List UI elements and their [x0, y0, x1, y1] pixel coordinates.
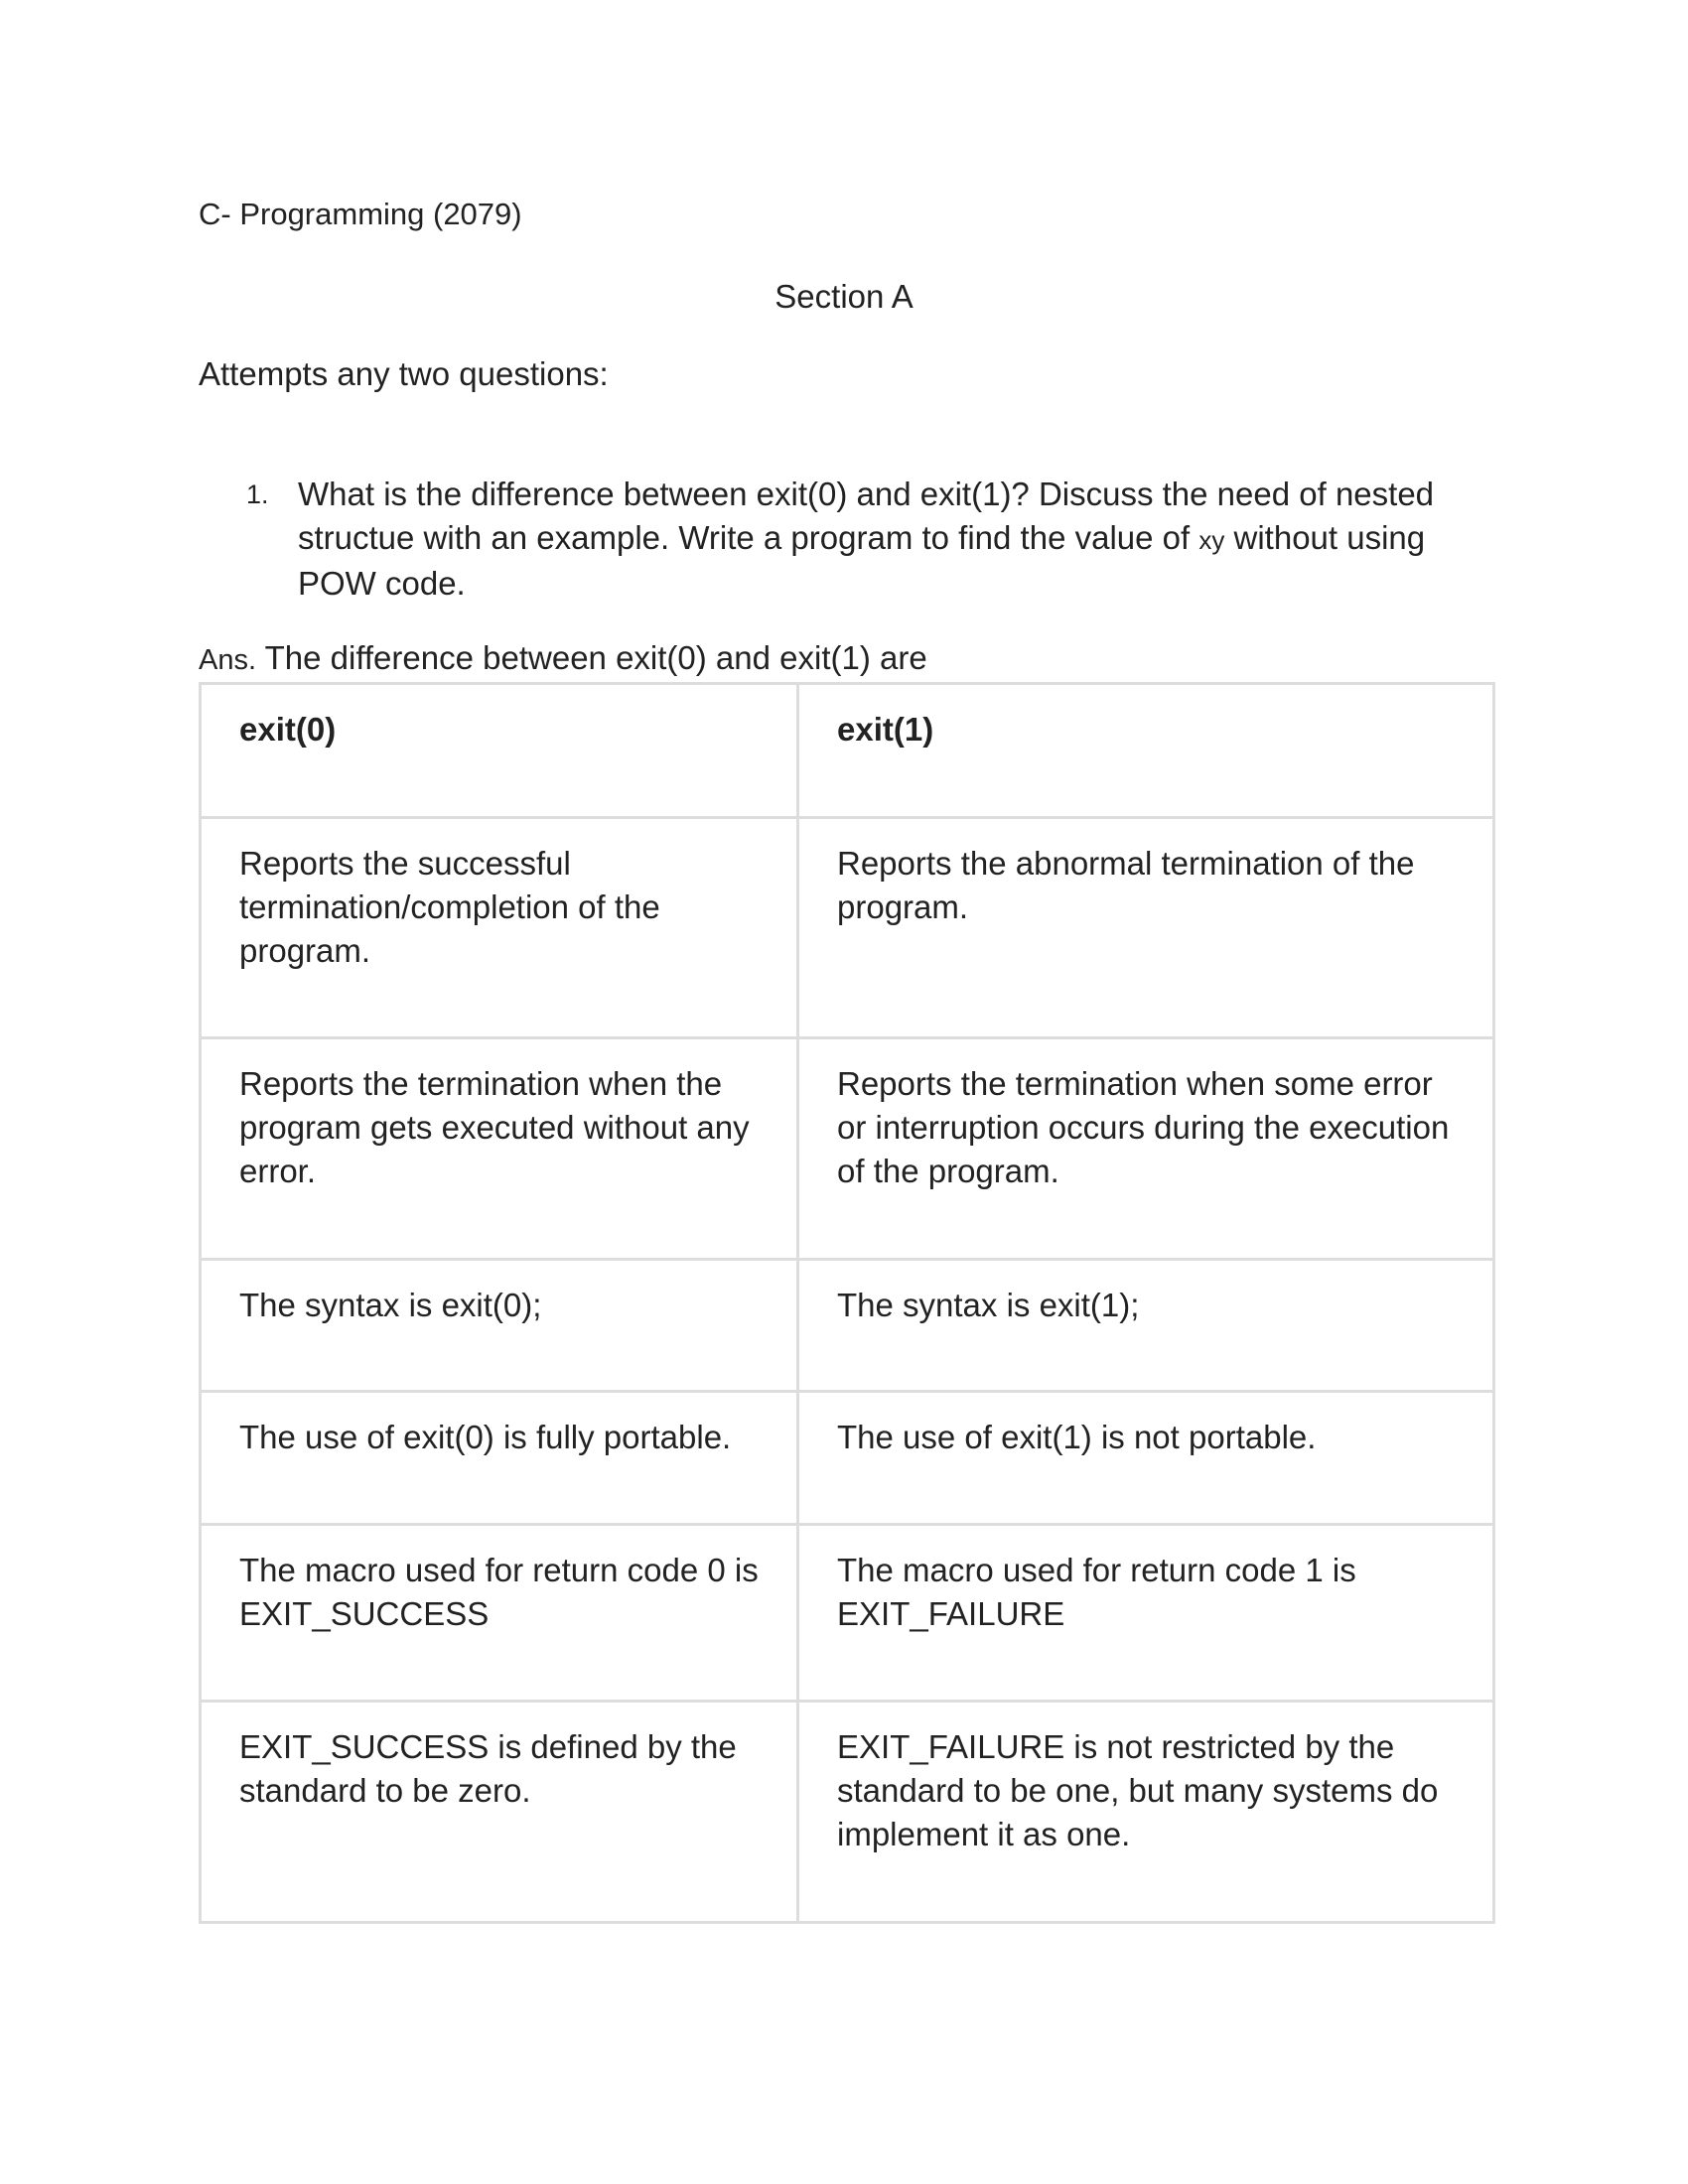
question-number: 1.: [246, 479, 269, 509]
power-base: x: [1198, 525, 1212, 555]
table-cell: EXIT_SUCCESS is defined by the standard to be zero.: [201, 1702, 798, 1923]
power-exponent: y: [1211, 525, 1225, 555]
instructions-text: Attempts any two questions:: [199, 355, 609, 392]
table-cell: The macro used for return code 0 is EXIT_SUCCESS: [201, 1525, 798, 1702]
table-row: [201, 1525, 1494, 1702]
table-row: [201, 1702, 1494, 1923]
table-cell: Reports the abnormal termination of the program.: [798, 818, 1494, 1038]
question-text-part-1: What is the difference between exit(0) and exit(1)? Discuss the need of nested structue with an example. Write a program to find the value of: [298, 476, 1435, 556]
document-title: C- Programming (2079): [199, 197, 522, 231]
table-cell: EXIT_FAILURE is not restricted by the standard to be one, but many systems do implement it as one.: [798, 1702, 1494, 1923]
answer-label: Ans.: [199, 644, 257, 676]
table-cell: Reports the termination when some error or interruption occurs during the execution of the program.: [798, 1038, 1494, 1260]
table-cell: Reports the termination when the program gets executed without any error.: [201, 1038, 798, 1260]
table-cell: The use of exit(1) is not portable.: [798, 1392, 1494, 1525]
header-exit1: exit(1): [798, 684, 1494, 818]
table-header-row: [201, 684, 1494, 818]
section-heading: Section A: [774, 278, 914, 315]
question-text-part-2: without using POW code.: [298, 519, 1426, 602]
header-exit0: exit(0): [201, 684, 798, 818]
table-row: [201, 1392, 1494, 1525]
table-cell: Reports the successful termination/completion of the program.: [201, 818, 798, 1038]
table-row: [201, 1038, 1494, 1260]
table-cell: The use of exit(0) is fully portable.: [201, 1392, 798, 1525]
comparison-table: [199, 682, 1495, 1924]
table-row: [201, 1260, 1494, 1392]
table-cell: The macro used for return code 1 is EXIT_FAILURE: [798, 1525, 1494, 1702]
table-row: [201, 818, 1494, 1038]
question-item: [246, 473, 1458, 606]
table-cell: The syntax is exit(0);: [201, 1260, 798, 1392]
answer-intro-text: The difference between exit(0) and exit(1) are: [256, 639, 927, 676]
answer-intro: [199, 636, 927, 682]
table-cell: The syntax is exit(1);: [798, 1260, 1494, 1392]
question-text: [298, 473, 1458, 606]
